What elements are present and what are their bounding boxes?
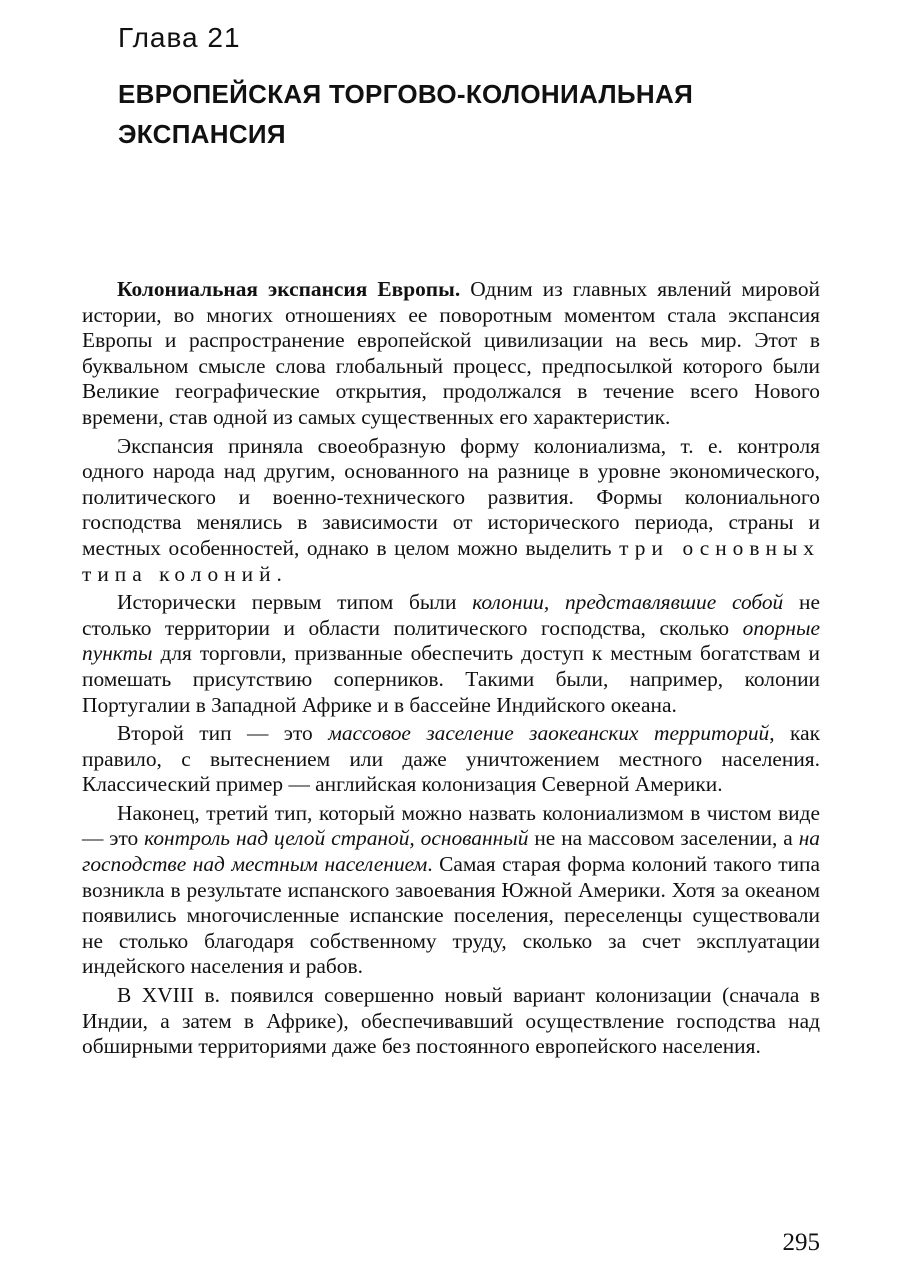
paragraph-3 <box>82 590 820 718</box>
paragraph-text: Исторически первым типом были <box>117 590 473 615</box>
paragraph-tail: . <box>276 561 282 586</box>
paragraph-text: Экспансия приняла своеобразную форму колониализма, т. е. контроля одного народа над другим, основанного на разнице в уровне экономического, политического и военно-технического развития. Формы колониального господства менялись в зависимости от исторического периода, страны и местных особенностей, однако в целом можно выделить <box>82 433 820 560</box>
page-number: 295 <box>782 1229 820 1256</box>
paragraph-text: В XVIII в. появился совершенно новый вариант колонизации (сначала в Индии, а затем в Африке), обеспечивавший осуществление господства над обширными территориями даже без постоянного европейского населения. <box>82 983 820 1059</box>
italic-term: массовое заселение заокеанских территорий <box>328 721 770 746</box>
paragraph-text: Второй тип — это <box>117 721 329 746</box>
paragraph-5 <box>82 801 820 980</box>
paragraph-lead: Колониальная экспансия Европы. <box>117 277 461 301</box>
paragraph-4 <box>82 721 820 798</box>
paragraph-1 <box>82 277 820 431</box>
paragraph-text: не столько территории и области политического господства, сколько <box>82 590 820 640</box>
body-text <box>82 277 820 1063</box>
paragraph-text: Наконец, третий тип, который можно назвать колониализмом в чистом виде — это <box>82 800 820 851</box>
italic-term: контроль над целой страной, основанный <box>144 826 529 851</box>
chapter-label: Глава 21 <box>118 22 241 53</box>
italic-term: на господстве над местным населением <box>82 826 820 877</box>
italic-term: колонии, представлявшие собой <box>472 590 784 615</box>
paragraph-text: для торговли, призванные обеспечить доступ к местным богатствам и помешать присутствию соперников. Такими были, например, колонии Португалии в Западной Африке и в бассейне Индийского океана. <box>82 641 820 717</box>
paragraph-text: , как правило, с вытеснением или даже уничтожением местного населения. Классический пример — английская колонизация Северной Америки. <box>82 721 820 797</box>
spaced-emphasis: три основных типа колоний <box>82 535 820 586</box>
paragraph-text: . Самая старая форма колоний такого типа возникла в результате испанского завоевания Южной Америки. Хотя за океаном появились многочисленные испанские поселения, переселенцы существовали не столько благодаря собственному труду, сколько за счет эксплуатации индейского населения и рабов. <box>82 852 820 979</box>
paragraph-text: не на массовом заселении, а <box>528 826 799 851</box>
paragraph-6 <box>82 983 820 1060</box>
italic-term: опорные пункты <box>82 615 820 666</box>
paragraph-2 <box>82 434 820 588</box>
paragraph-text: Одним из главных явлений мировой истории, во многих отношениях ее поворотным моментом стала экспансия Европы и распространение европейской цивилизации на весь мир. Этот в буквальном смысле слова глобальный процесс, предпосылкой которого были Великие географические открытия, продолжался в течение всего Нового времени, став одной из самых существенных его характеристик. <box>82 277 820 429</box>
chapter-title: ЕВРОПЕЙСКАЯ ТОРГОВО-КОЛОНИАЛЬНАЯ ЭКСПАНСИЯ <box>118 79 694 149</box>
